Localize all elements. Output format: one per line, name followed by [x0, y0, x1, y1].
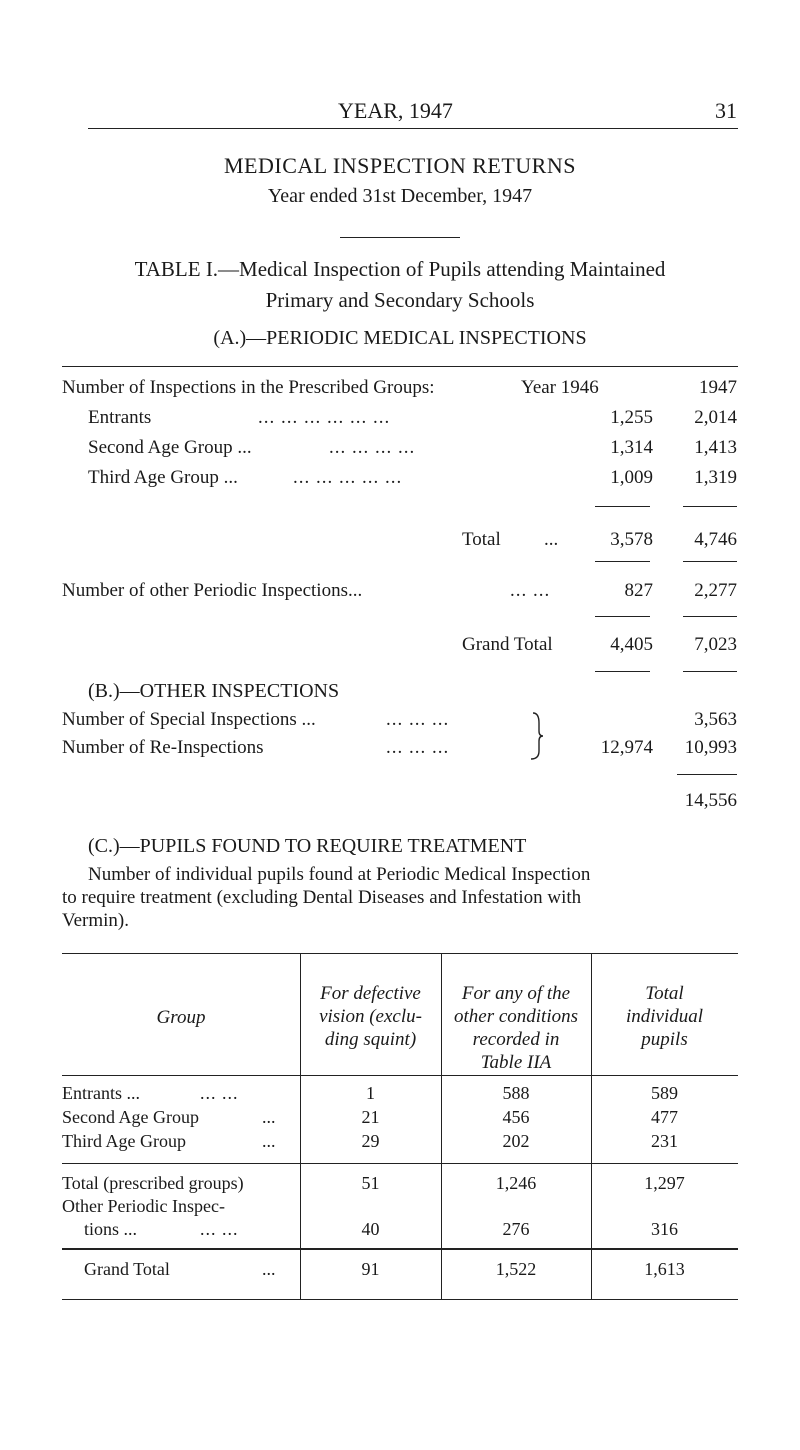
prescribed-groups-label: Number of Inspections in the Prescribed Groups: [62, 377, 435, 398]
table-mid-rule [62, 1163, 738, 1164]
reinspections-label: Number of Re-Inspections [62, 737, 264, 758]
row-dots: ... ... ... ... [329, 437, 416, 458]
table-cell-defective: 21 [361, 1107, 380, 1127]
table-cell-defective: 29 [361, 1131, 380, 1151]
other-periodic-1947: 2,277 [694, 580, 737, 601]
table-row-dots: ... [262, 1259, 276, 1279]
section-b-heading: (B.)—OTHER INSPECTIONS [88, 680, 340, 702]
table-cell-other: 588 [502, 1083, 530, 1103]
col-header-other-conditions [441, 982, 591, 1074]
total-1946: 3,578 [610, 529, 653, 550]
col-header-defective-vision [300, 982, 441, 1051]
table-cell-defective: 51 [361, 1173, 380, 1193]
row-1947-value: 1,319 [694, 467, 737, 488]
row-1946-value: 1,009 [610, 467, 653, 488]
table-cell-total: 589 [651, 1083, 678, 1103]
header-line: pupils [641, 1029, 688, 1050]
col-1947-header: 1947 [699, 377, 737, 398]
other-inspections-total: 14,556 [684, 790, 737, 811]
head-rule [88, 128, 738, 129]
total-1947: 4,746 [694, 529, 737, 550]
table-row-group: Third Age Group [62, 1131, 186, 1151]
col-header-group: Group [156, 1007, 206, 1028]
table-row-group: Total (prescribed groups) [62, 1173, 244, 1193]
row-dots: ... ... ... ... ... [293, 467, 403, 488]
total-dots: ... [544, 529, 559, 550]
grand-total-1947: 7,023 [694, 634, 737, 655]
other-periodic-dots: ... ... [510, 580, 551, 601]
section-c-paragraph-line2: to require treatment (excluding Dental Diseases and Infestation with [62, 887, 582, 908]
header-line: Total [645, 983, 684, 1004]
col-header-total-pupils [591, 982, 738, 1051]
other-periodic-label: Number of other Periodic Inspections... [62, 580, 363, 601]
grand-total-label: Grand Total [462, 634, 553, 655]
row-1947-value: 2,014 [694, 407, 737, 428]
table-cell-total: 231 [651, 1131, 678, 1151]
row-1947-value: 1,413 [694, 437, 737, 458]
grand-total-1946: 4,405 [610, 634, 653, 655]
total-label: Total [462, 529, 501, 550]
title-divider [340, 237, 460, 238]
combined-1946: 12,974 [600, 737, 653, 758]
header-line: vision (exclu- [319, 1006, 422, 1027]
table-top-rule [62, 953, 738, 954]
header-line: Table IIA [480, 1052, 552, 1073]
row-1946-value: 1,314 [610, 437, 653, 458]
header-line: For any of the [461, 983, 571, 1004]
special-inspections-dots: ... ... ... [386, 709, 450, 730]
sum-rule-1946 [595, 616, 650, 617]
sum-rule-1946 [595, 506, 650, 507]
table-row-group: Grand Total [84, 1259, 170, 1279]
reinspections-dots: ... ... ... [386, 737, 450, 758]
row-dots: ... ... ... ... ... ... [258, 407, 391, 428]
table-row-group: tions ... [84, 1219, 138, 1239]
table-row-dots: ... ... [200, 1083, 239, 1103]
table-cell-other: 276 [502, 1219, 530, 1239]
sum-rule-1946 [595, 671, 650, 672]
table-row-group: Second Age Group [62, 1107, 199, 1127]
table-cell-total: 316 [651, 1219, 678, 1239]
table-cell-other: 1,522 [495, 1259, 537, 1279]
page-number: 31 [715, 98, 737, 123]
table-cell-total: 477 [651, 1107, 678, 1127]
section-a-heading: (A.)—PERIODIC MEDICAL INSPECTIONS [213, 327, 587, 349]
header-line: individual [625, 1006, 704, 1027]
header-line: recorded in [472, 1029, 560, 1050]
table-row-group: Entrants ... [62, 1083, 140, 1103]
table-row-dots: ... ... [200, 1219, 239, 1239]
table-cell-other: 202 [502, 1131, 530, 1151]
table-rule-before-grand [62, 1248, 738, 1250]
special-1947: 3,563 [694, 709, 737, 730]
brace-icon [529, 711, 547, 761]
header-line: For defective [320, 983, 421, 1004]
col-1946-header: Year 1946 [521, 377, 599, 398]
sum-rule-1946 [595, 561, 650, 562]
sum-rule-b [677, 774, 737, 775]
header-line: ding squint) [324, 1029, 417, 1050]
table-cell-total: 1,613 [644, 1259, 685, 1279]
section-c-paragraph-line1: Number of individual pupils found at Periodic Medical Inspection [88, 864, 591, 885]
section-a-rule [62, 366, 738, 367]
table-cell-defective: 91 [361, 1259, 380, 1279]
running-head-title: YEAR, 1947 [338, 98, 453, 123]
other-periodic-1946: 827 [624, 580, 653, 601]
table-cell-defective: 1 [366, 1083, 375, 1103]
table-row-group: Other Periodic Inspec- [62, 1196, 225, 1216]
subtitle: Year ended 31st December, 1947 [267, 185, 533, 207]
sum-rule-1947 [683, 616, 737, 617]
sum-rule-1947 [683, 671, 737, 672]
special-inspections-label: Number of Special Inspections ... [62, 709, 316, 730]
table-cell-other: 456 [502, 1107, 530, 1127]
main-title: MEDICAL INSPECTION RETURNS [224, 153, 576, 178]
row-1946-value: 1,255 [610, 407, 653, 428]
header-line: other conditions [453, 1006, 579, 1027]
table-title-line2: Primary and Secondary Schools [265, 288, 535, 312]
table-bottom-rule [62, 1299, 738, 1300]
table-row-dots: ... [262, 1131, 276, 1151]
row-label: Entrants [88, 407, 152, 428]
table-cell-total: 1,297 [644, 1173, 685, 1193]
sum-rule-1947 [683, 506, 737, 507]
header-bottom-rule [62, 1075, 738, 1076]
sum-rule-1947 [683, 561, 737, 562]
section-c-paragraph-line3: Vermin). [62, 910, 130, 931]
row-label: Third Age Group ... [88, 467, 238, 488]
table-row-dots: ... [262, 1107, 276, 1127]
section-c-heading: (C.)—PUPILS FOUND TO REQUIRE TREATMENT [88, 835, 527, 857]
table-title-line1: TABLE I.—Medical Inspection of Pupils attending Maintained [134, 257, 666, 281]
row-label: Second Age Group ... [88, 437, 252, 458]
table-cell-defective: 40 [361, 1219, 380, 1239]
table-cell-other: 1,246 [495, 1173, 537, 1193]
reinspections-1947: 10,993 [684, 737, 737, 758]
